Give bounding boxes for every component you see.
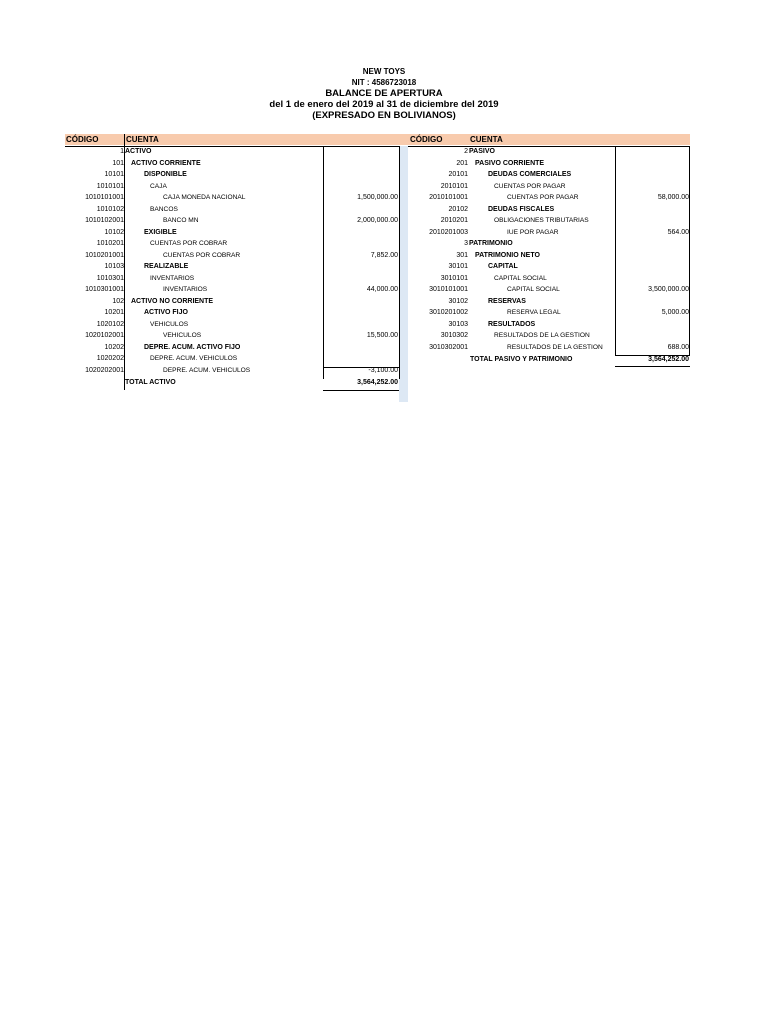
- left-row: [65, 342, 399, 354]
- right-row: [408, 238, 690, 250]
- left-account-code: 1010201: [96, 240, 124, 247]
- left-account-name: VEHICULOS: [150, 320, 189, 328]
- right-account-code: 2010201: [440, 217, 468, 224]
- right-row: [408, 296, 690, 308]
- left-row: [65, 319, 399, 331]
- left-account-code: 10102: [104, 228, 124, 236]
- left-row: [65, 181, 399, 193]
- left-row: [65, 284, 399, 296]
- left-row: [65, 169, 399, 181]
- right-row: [408, 273, 690, 285]
- right-account-name: CAPITAL SOCIAL: [494, 274, 547, 282]
- right-account-code: 3010101: [440, 274, 468, 282]
- right-account-name: CAPITAL SOCIAL: [507, 286, 560, 293]
- right-account-code: 20101: [448, 171, 468, 178]
- total-pasivo-patrimonio-row: [408, 354, 690, 366]
- report-title: BALANCE DE APERTURA: [325, 88, 443, 99]
- right-account-code: 3010201002: [429, 309, 468, 316]
- right-account-name: OBLIGACIONES TRIBUTARIAS: [494, 217, 589, 224]
- left-account-code: 1010201001: [85, 251, 124, 259]
- left-account-code: 10101: [104, 171, 124, 178]
- company-name: NEW TOYS: [362, 67, 406, 76]
- left-row: [65, 227, 399, 239]
- left-total-underline: [323, 390, 399, 391]
- left-account-code: 10202: [104, 343, 124, 351]
- left-account-name: EXIGIBLE: [144, 228, 177, 236]
- right-row: [408, 204, 690, 216]
- left-account-name: DEPRE. ACUM. VEHICULOS: [163, 366, 251, 374]
- right-account-name: IUE POR PAGAR: [507, 228, 559, 236]
- total-pasivo-patrimonio-amount: 3,564,252.00: [648, 356, 689, 363]
- left-row: [65, 261, 399, 273]
- right-account-code: 3010302001: [429, 343, 468, 351]
- left-account-name: BANCO MN: [163, 217, 199, 224]
- right-row: [408, 319, 690, 331]
- left-account-name: ACTIVO CORRIENTE: [131, 159, 201, 167]
- right-account-name: DEUDAS COMERCIALES: [488, 171, 572, 178]
- right-account-code: 20102: [448, 205, 468, 213]
- right-account-name: DEUDAS FISCALES: [488, 205, 555, 213]
- right-row: [408, 169, 690, 181]
- left-account-code: 1020102: [96, 320, 124, 328]
- right-account-amount: 58,000.00: [657, 194, 689, 201]
- left-row: [65, 307, 399, 319]
- right-total-underline: [615, 366, 690, 367]
- left-account-name: DEPRE. ACUM. ACTIVO FIJO: [144, 343, 241, 351]
- right-account-name: CUENTAS POR PAGAR: [507, 194, 579, 201]
- right-account-amount: 5,000.00: [661, 309, 689, 316]
- right-account-code: 30101: [448, 263, 468, 270]
- right-account-code: 201: [456, 159, 468, 167]
- left-row: [65, 296, 399, 308]
- right-account-code: 3010302: [440, 332, 468, 339]
- left-account-name: BANCOS: [150, 205, 178, 213]
- left-account-code: 101: [112, 159, 124, 167]
- column-separator: [399, 146, 408, 402]
- right-row: [408, 215, 690, 227]
- left-account-code: 102: [112, 297, 124, 305]
- right-account-name: PATRIMONIO: [469, 240, 513, 247]
- left-account-amount: 1,500,000.00: [357, 194, 398, 201]
- left-account-amount: 7,852.00: [370, 251, 398, 259]
- left-account-name: CUENTAS POR COBRAR: [150, 240, 228, 247]
- right-account-header: CUENTA: [470, 135, 503, 144]
- left-account-code: 1010301001: [85, 286, 124, 293]
- left-account-header: CUENTA: [126, 135, 159, 144]
- left-account-name: CAJA: [150, 182, 167, 190]
- right-account-code: 2010101: [440, 182, 468, 190]
- right-account-code: 3: [464, 240, 468, 247]
- right-account-name: RESULTADOS: [488, 320, 536, 328]
- right-account-name: PASIVO CORRIENTE: [475, 159, 545, 167]
- left-account-code: 1020102001: [85, 332, 124, 339]
- left-account-code: 1010101001: [85, 194, 124, 201]
- right-account-name: RESERVAS: [488, 297, 526, 305]
- right-account-code: 30102: [448, 297, 468, 305]
- right-account-code: 3010101001: [429, 286, 468, 293]
- left-row: [65, 146, 399, 158]
- right-row: [408, 181, 690, 193]
- left-row: [65, 215, 399, 227]
- total-activo-label: TOTAL ACTIVO: [125, 379, 176, 386]
- report-header: [0, 66, 768, 121]
- right-row: [408, 307, 690, 319]
- left-account-name: CAJA MONEDA NACIONAL: [163, 194, 246, 201]
- left-account-code: 10201: [104, 309, 124, 316]
- left-row: [65, 204, 399, 216]
- left-row: [65, 238, 399, 250]
- left-code-header: CÓDIGO: [66, 135, 99, 144]
- left-account-name: ACTIVO FIJO: [144, 309, 188, 316]
- left-account-amount: 44,000.00: [366, 286, 398, 293]
- left-account-code: 1010101: [96, 182, 124, 190]
- right-account-amount: 3,500,000.00: [648, 286, 689, 293]
- left-account-amount: 15,500.00: [366, 332, 398, 339]
- left-account-name: DEPRE. ACUM. VEHICULOS: [150, 355, 238, 362]
- right-row: [408, 330, 690, 342]
- left-account-code: 1: [120, 148, 124, 155]
- balance-sheet-table: [65, 134, 690, 402]
- report-period: del 1 de enero del 2019 al 31 de diciembre del 2019: [269, 99, 499, 110]
- left-row: [65, 330, 399, 342]
- company-nit: NIT : 4586723018: [351, 78, 417, 87]
- total-pasivo-patrimonio-label: TOTAL PASIVO Y PATRIMONIO: [470, 356, 573, 363]
- right-account-name: RESULTADOS DE LA GESTION: [507, 343, 603, 351]
- left-row: [65, 158, 399, 170]
- right-row: [408, 261, 690, 273]
- right-row: [408, 227, 690, 239]
- right-account-name: RESULTADOS DE LA GESTION: [494, 332, 590, 339]
- right-account-code: 2: [464, 148, 468, 155]
- right-code-header: CÓDIGO: [410, 135, 443, 144]
- left-account-code: 1020202: [96, 355, 124, 362]
- right-account-name: CUENTAS POR PAGAR: [494, 182, 566, 190]
- right-account-amount: 564.00: [667, 228, 689, 236]
- right-row: [408, 146, 690, 158]
- right-account-name: CAPITAL: [488, 263, 518, 270]
- right-row: [408, 342, 690, 354]
- right-account-name: RESERVA LEGAL: [507, 309, 561, 316]
- total-activo-amount: 3,564,252.00: [357, 379, 398, 386]
- left-row: [65, 273, 399, 285]
- left-account-name: ACTIVO: [125, 148, 152, 155]
- right-account-name: PASIVO: [469, 148, 495, 155]
- left-row: [65, 365, 399, 377]
- left-account-amount: -3,100.00: [368, 366, 398, 374]
- left-account-code: 1010102001: [85, 217, 124, 224]
- left-account-name: REALIZABLE: [144, 263, 189, 270]
- left-account-name: ACTIVO NO CORRIENTE: [131, 297, 214, 305]
- left-row: [65, 192, 399, 204]
- right-account-code: 2010101001: [429, 194, 468, 201]
- left-account-code: 1010301: [96, 274, 124, 282]
- left-account-name: INVENTARIOS: [163, 286, 208, 293]
- left-account-name: DISPONIBLE: [144, 171, 187, 178]
- left-row: [65, 353, 399, 365]
- left-account-amount: 2,000,000.00: [357, 217, 398, 224]
- total-activo-row: [65, 377, 399, 389]
- left-account-name: INVENTARIOS: [150, 274, 195, 282]
- right-account-name: PATRIMONIO NETO: [475, 251, 540, 259]
- left-account-name: VEHICULOS: [163, 332, 202, 339]
- right-row: [408, 250, 690, 262]
- left-account-name: CUENTAS POR COBRAR: [163, 251, 241, 259]
- left-account-code: 10103: [104, 263, 124, 270]
- right-row: [408, 284, 690, 296]
- left-row: [65, 250, 399, 262]
- left-amount-border-right: [399, 146, 400, 379]
- right-account-code: 30103: [448, 320, 468, 328]
- report-currency: (EXPRESADO EN BOLIVIANOS): [312, 110, 456, 121]
- right-row: [408, 192, 690, 204]
- right-row: [408, 158, 690, 170]
- right-account-amount: 688.00: [667, 343, 689, 351]
- right-account-code: 2010201003: [429, 228, 468, 236]
- left-account-code: 1010102: [96, 205, 124, 213]
- left-account-code: 1020202001: [85, 366, 124, 374]
- right-account-code: 301: [456, 251, 468, 259]
